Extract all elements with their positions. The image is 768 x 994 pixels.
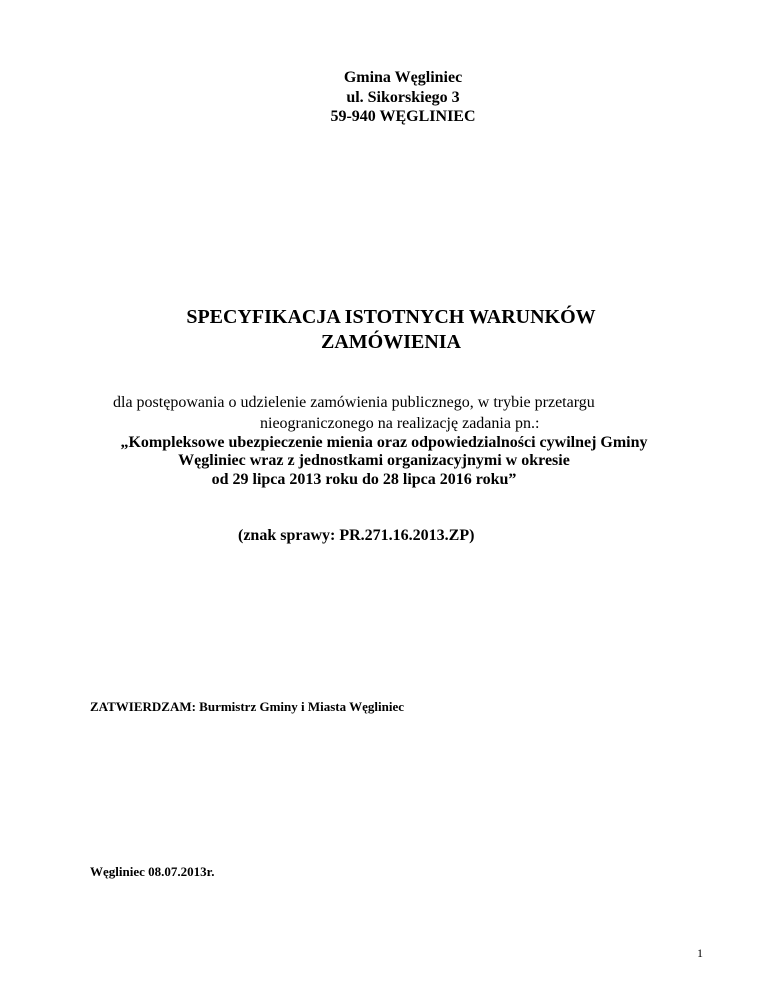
subject-line1: „Kompleksowe ubezpieczenie mienia oraz odpowiedzialności cywilnej Gminy [120,434,648,451]
document-title-line2: ZAMÓWIENIA [320,331,461,353]
case-reference: (znak sprawy: PR.271.16.2013.ZP) [238,527,475,544]
subject-line3: od 29 lipca 2013 roku do 28 lipca 2016 roku” [211,471,517,488]
page-number: 1 [697,946,703,960]
place-date: Węgliniec 08.07.2013r. [90,864,215,879]
document-title-line1: SPECYFIKACJA ISTOTNYCH WARUNKÓW [186,306,596,328]
header-street: ul. Sikorskiego 3 [346,89,460,106]
header-postal-city: 59-940 WĘGLINIEC [330,108,476,125]
intro-text-line2: nieograniczonego na realizację zadania pn.: [260,415,540,432]
intro-text-line1: dla postępowania o udzielenie zamówienia publicznego, w trybie przetargu [113,394,595,411]
header-municipality: Gmina Węgliniec [343,69,463,86]
subject-line2: Węgliniec wraz z jednostkami organizacyjnymi w okresie [178,452,570,469]
approval-line: ZATWIERDZAM: Burmistrz Gminy i Miasta Węgliniec [90,699,405,714]
